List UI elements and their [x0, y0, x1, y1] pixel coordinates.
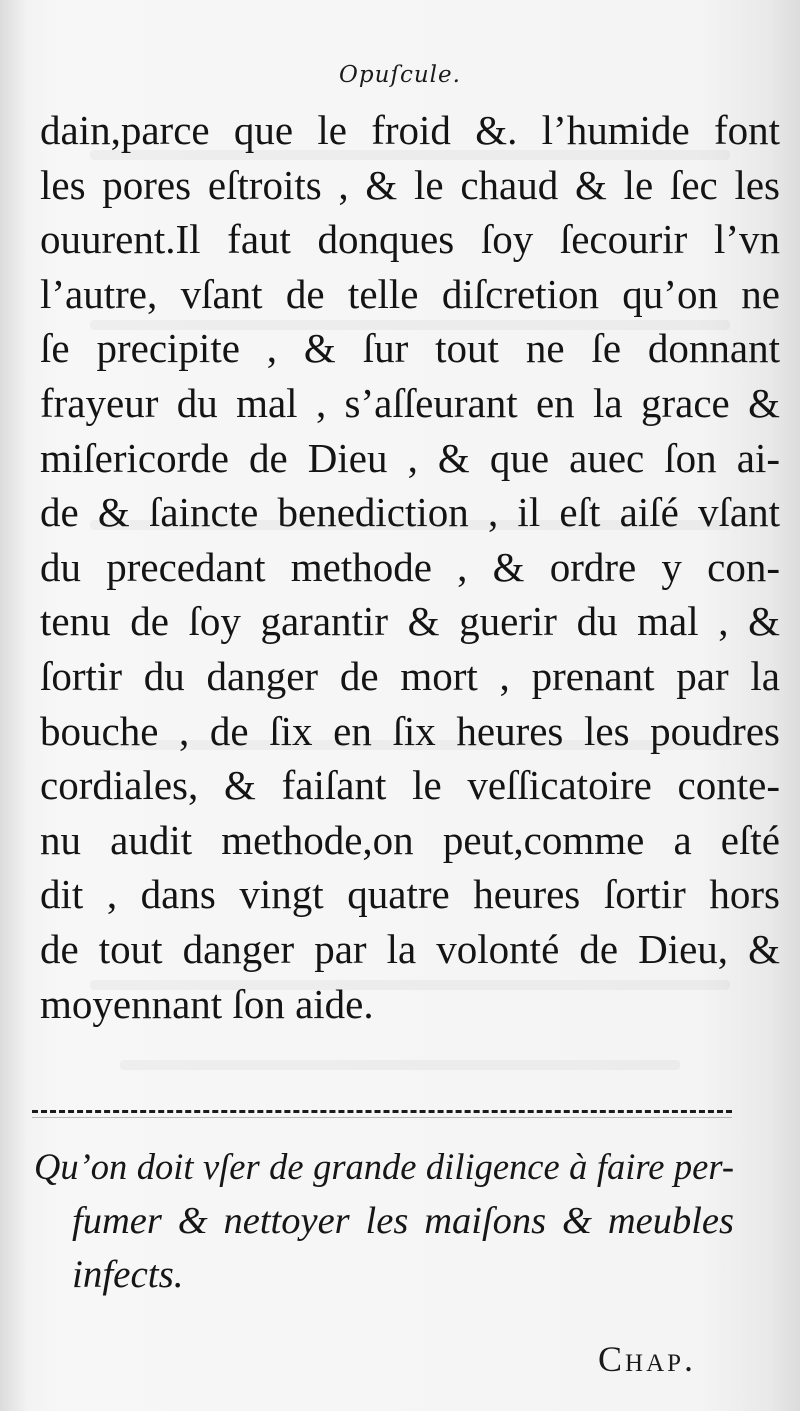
text-line: ſe precipite , & ſur tout ne ſe donnant	[40, 325, 780, 372]
section-divider	[32, 1110, 732, 1113]
text-line: ouurent.Il faut donques ſoy ſecourir l’vn	[40, 216, 780, 263]
text-line: tenu de ſoy garantir & guerir du mal , &	[40, 598, 780, 645]
text-line: dain,parce que le froid &. l’humide font	[40, 107, 780, 153]
heading-line: Qu’on doit vſer de grande diligence à faire per-	[34, 1146, 734, 1187]
text-line: l’autre, vſant de telle diſcretion qu’on ne	[40, 270, 780, 317]
text-line: les pores eſtroits , & le chaud & le ſec les	[40, 161, 780, 208]
text-line: dit , dans vingt quatre heures ſortir hors	[40, 871, 780, 918]
text-line: de tout danger par la volonté de Dieu, &	[40, 925, 780, 972]
text-line: de & ſaincte benediction , il eſt aiſé vſant	[40, 489, 780, 536]
text-line: ſortir du danger de mort , prenant par la	[40, 652, 780, 699]
bleed-through-mark	[120, 1060, 680, 1070]
text-line: nu audit methode,on peut,comme a eſté	[40, 816, 780, 863]
text-line: cordiales, & faiſant le veſſicatoire conte-	[40, 762, 780, 809]
running-head: Opuſcule.	[339, 62, 461, 88]
section-divider-underline	[32, 1117, 732, 1118]
text-line: frayeur du mal , s’aſſeurant en la grace &	[40, 379, 780, 426]
catchword: Chap.	[598, 1339, 697, 1379]
text-line: du precedant methode , & ordre y con-	[40, 543, 780, 590]
text-line: moyennant ſon aide.	[40, 980, 374, 1027]
heading-line: fumer & nettoyer les maiſons & meubles	[72, 1200, 734, 1242]
heading-line: infects.	[72, 1253, 184, 1296]
text-line: miſericorde de Dieu , & que auec ſon ai-	[40, 434, 780, 481]
chapter-heading	[34, 1140, 734, 1302]
body-text	[40, 103, 780, 1031]
text-line: bouche , de ſix en ſix heures les poudres	[40, 707, 780, 754]
